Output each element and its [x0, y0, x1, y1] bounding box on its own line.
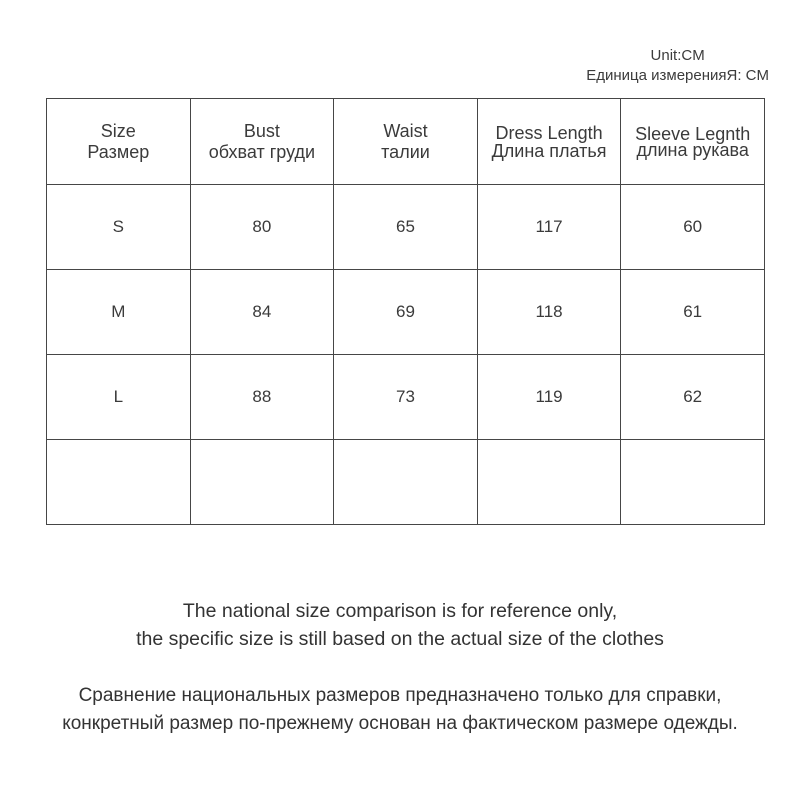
column-header-size: [47, 99, 191, 185]
column-header-bust-en: Bust: [243, 120, 280, 141]
cell-sleeve-m: 61: [621, 270, 765, 355]
table-row-empty: [47, 440, 765, 525]
unit-note-ru: Единица измеренияЯ: CM: [586, 67, 769, 84]
cell-size-m: M: [47, 270, 191, 355]
column-header-size-ru: Размер: [87, 141, 150, 162]
disclaimer-english: [0, 597, 800, 653]
cell-waist-m: 69: [334, 270, 478, 355]
disclaimer-russian-line2: конкретный размер по-прежнему основан на фактическом размере одежды.: [62, 713, 738, 734]
disclaimer-english-line2: the specific size is still based on the actual size of the clothes: [136, 628, 664, 650]
unit-note-en: Unit:CM: [650, 47, 705, 64]
cell-sleeve-l: 62: [621, 355, 765, 440]
cell-size-empty: [47, 440, 191, 525]
column-header-bust-ru: обхват груди: [208, 141, 316, 162]
cell-size-l: L: [47, 355, 191, 440]
column-header-sleeve-length-ru: длина рукава: [636, 139, 749, 160]
unit-note: [586, 46, 769, 86]
column-header-sleeve-length: [621, 99, 765, 185]
cell-waist-l: 73: [334, 355, 478, 440]
column-header-size-en: Size: [100, 120, 136, 141]
table-row-m: [47, 270, 765, 355]
cell-dress-l: 119: [477, 355, 621, 440]
disclaimer-russian: [0, 682, 800, 738]
table-row-s: [47, 185, 765, 270]
column-header-waist-en: Waist: [383, 120, 428, 141]
cell-dress-m: 118: [477, 270, 621, 355]
column-header-dress-length-en: Dress Length: [495, 122, 603, 143]
size-table: [46, 98, 765, 525]
cell-sleeve-empty: [621, 440, 765, 525]
cell-dress-s: 117: [477, 185, 621, 270]
table-row-l: [47, 355, 765, 440]
cell-bust-l: 88: [190, 355, 334, 440]
column-header-waist: [334, 99, 478, 185]
cell-size-s: S: [47, 185, 191, 270]
cell-sleeve-s: 60: [621, 185, 765, 270]
cell-waist-s: 65: [334, 185, 478, 270]
column-header-dress-length-ru: Длина платья: [491, 140, 607, 161]
cell-dress-empty: [477, 440, 621, 525]
disclaimer-english-line1: The national size comparison is for reference only,: [182, 600, 618, 622]
cell-bust-m: 84: [190, 270, 334, 355]
cell-bust-s: 80: [190, 185, 334, 270]
disclaimer-russian-line1: Сравнение национальных размеров предназначено только для справки,: [78, 685, 722, 706]
cell-waist-empty: [334, 440, 478, 525]
column-header-bust: [190, 99, 334, 185]
column-header-waist-ru: талии: [381, 141, 430, 162]
cell-bust-empty: [190, 440, 334, 525]
column-header-sleeve-length-en: Sleeve Legnth: [635, 123, 751, 144]
table-header-row: [47, 99, 765, 185]
column-header-dress-length: [477, 99, 621, 185]
